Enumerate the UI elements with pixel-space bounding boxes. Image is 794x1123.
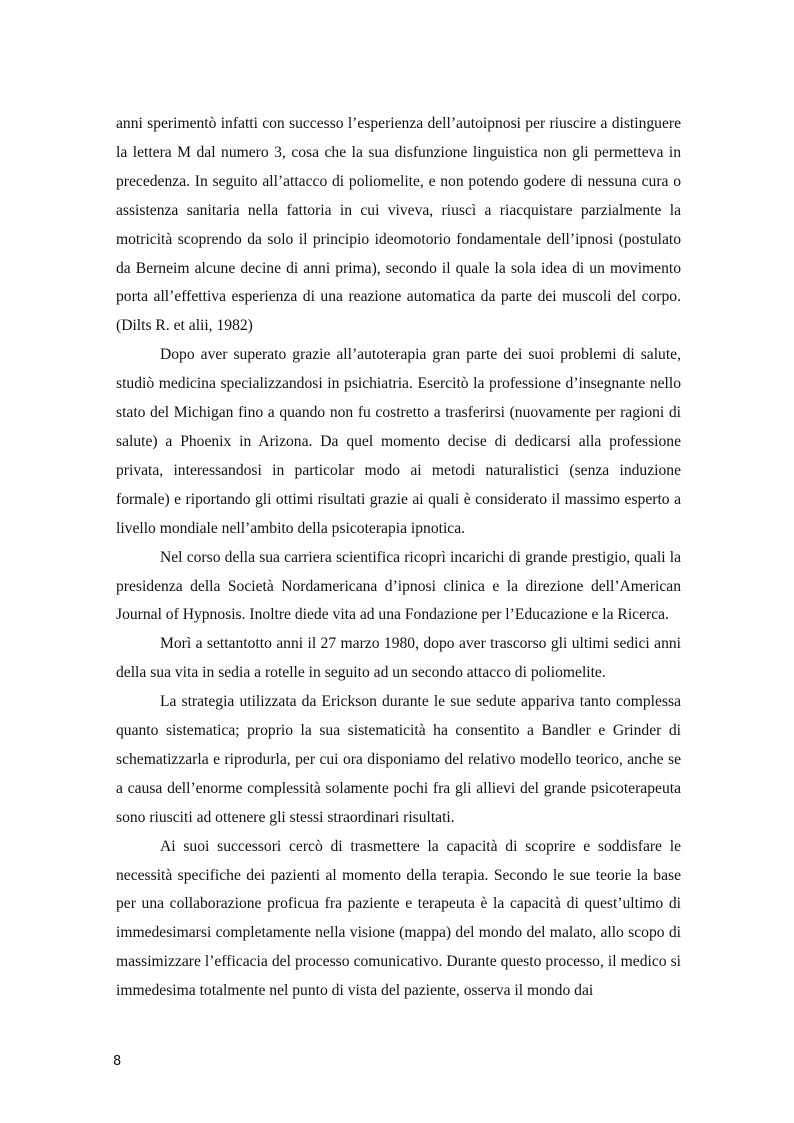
page-number: 8 <box>113 1054 122 1069</box>
paragraph-career: Dopo aver superato grazie all’autoterapia gran parte dei suoi problemi di salute, studiò medicina specializzandosi in psichiatria. Esercitò la professione d’insegnante nello stato del Michigan fino a quando non fu costretto a trasferirsi (nuovamente per ragioni di salute) a Phoenix in Arizona. Da quel momento decise di dedicarsi alla professione privata, interessandosi in particolar modo ai metodi naturalistici (senza induzione formale) e riportando gli ottimi risultati grazie ai quali è considerato il massimo esperto a livello mondiale nell’ambito della psicoterapia ipnotica. <box>116 346 681 537</box>
paragraph-continuation: anni sperimentò infatti con successo l’esperienza dell’autoipnosi per riuscire a distinguere la lettera M dal numero 3, cosa che la sua disfunzione linguistica non gli permetteva in precedenza. In seguito all’attacco di poliomelite, e non potendo godere di nessuna cura o assistenza sanitaria nella fattoria in cui viveva, riuscì a riacquistare parzialmente la motricità scoprendo da solo il principio ideomotorio fondamentale dell’ipnosi (postulato da Berneim alcune decine di anni prima), secondo il quale la sola idea di un movimento porta all’effettiva esperienza di una reazione automatica da parte dei muscoli del corpo. (Dilts R. et alii, 1982) <box>116 115 681 335</box>
paragraph-prestige: Nel corso della sua carriera scientifica ricoprì incarichi di grande prestigio, quali la presidenza della Società Nordamericana d’ipnosi clinica e la direzione dell’American Journal of Hypnosis. Inoltre diede vita ad una Fondazione per l’Educazione e la Ricerca. <box>116 548 681 624</box>
paragraph-strategy: La strategia utilizzata da Erickson durante le sue sedute appariva tanto complessa quanto sistematica; proprio la sua sistematicità ha consentito a Bandler e Grinder di schematizzarla e riprodurla, per cui ora disponiamo del relativo modello teorico, anche se a causa dell’enorme complessità solamente pochi fra gli allievi del grande psicoterapeuta sono riusciti ad ottenere gli stessi straordinari risultati. <box>116 693 681 826</box>
paragraph-death: Morì a settantotto anni il 27 marzo 1980, dopo aver trascorso gli ultimi sedici anni della sua vita in sedia a rotelle in seguito ad un secondo attacco di poliomelite. <box>116 635 681 682</box>
page-body <box>116 110 681 1006</box>
paragraph-successors: Ai suoi successori cercò di trasmettere la capacità di scoprire e soddisfare le necessità specifiche dei pazienti al momento della terapia. Secondo le sue teorie la base per una collaborazione proficua fra paziente e terapeuta è la capacità di quest’ultimo di immedesimarsi completamente nella visione (mappa) del mondo del malato, allo scopo di massimizzare l’efficacia del processo comunicativo. Durante questo processo, il medico si immedesima totalmente nel punto di vista del paziente, osserva il mondo dai <box>116 837 681 1000</box>
